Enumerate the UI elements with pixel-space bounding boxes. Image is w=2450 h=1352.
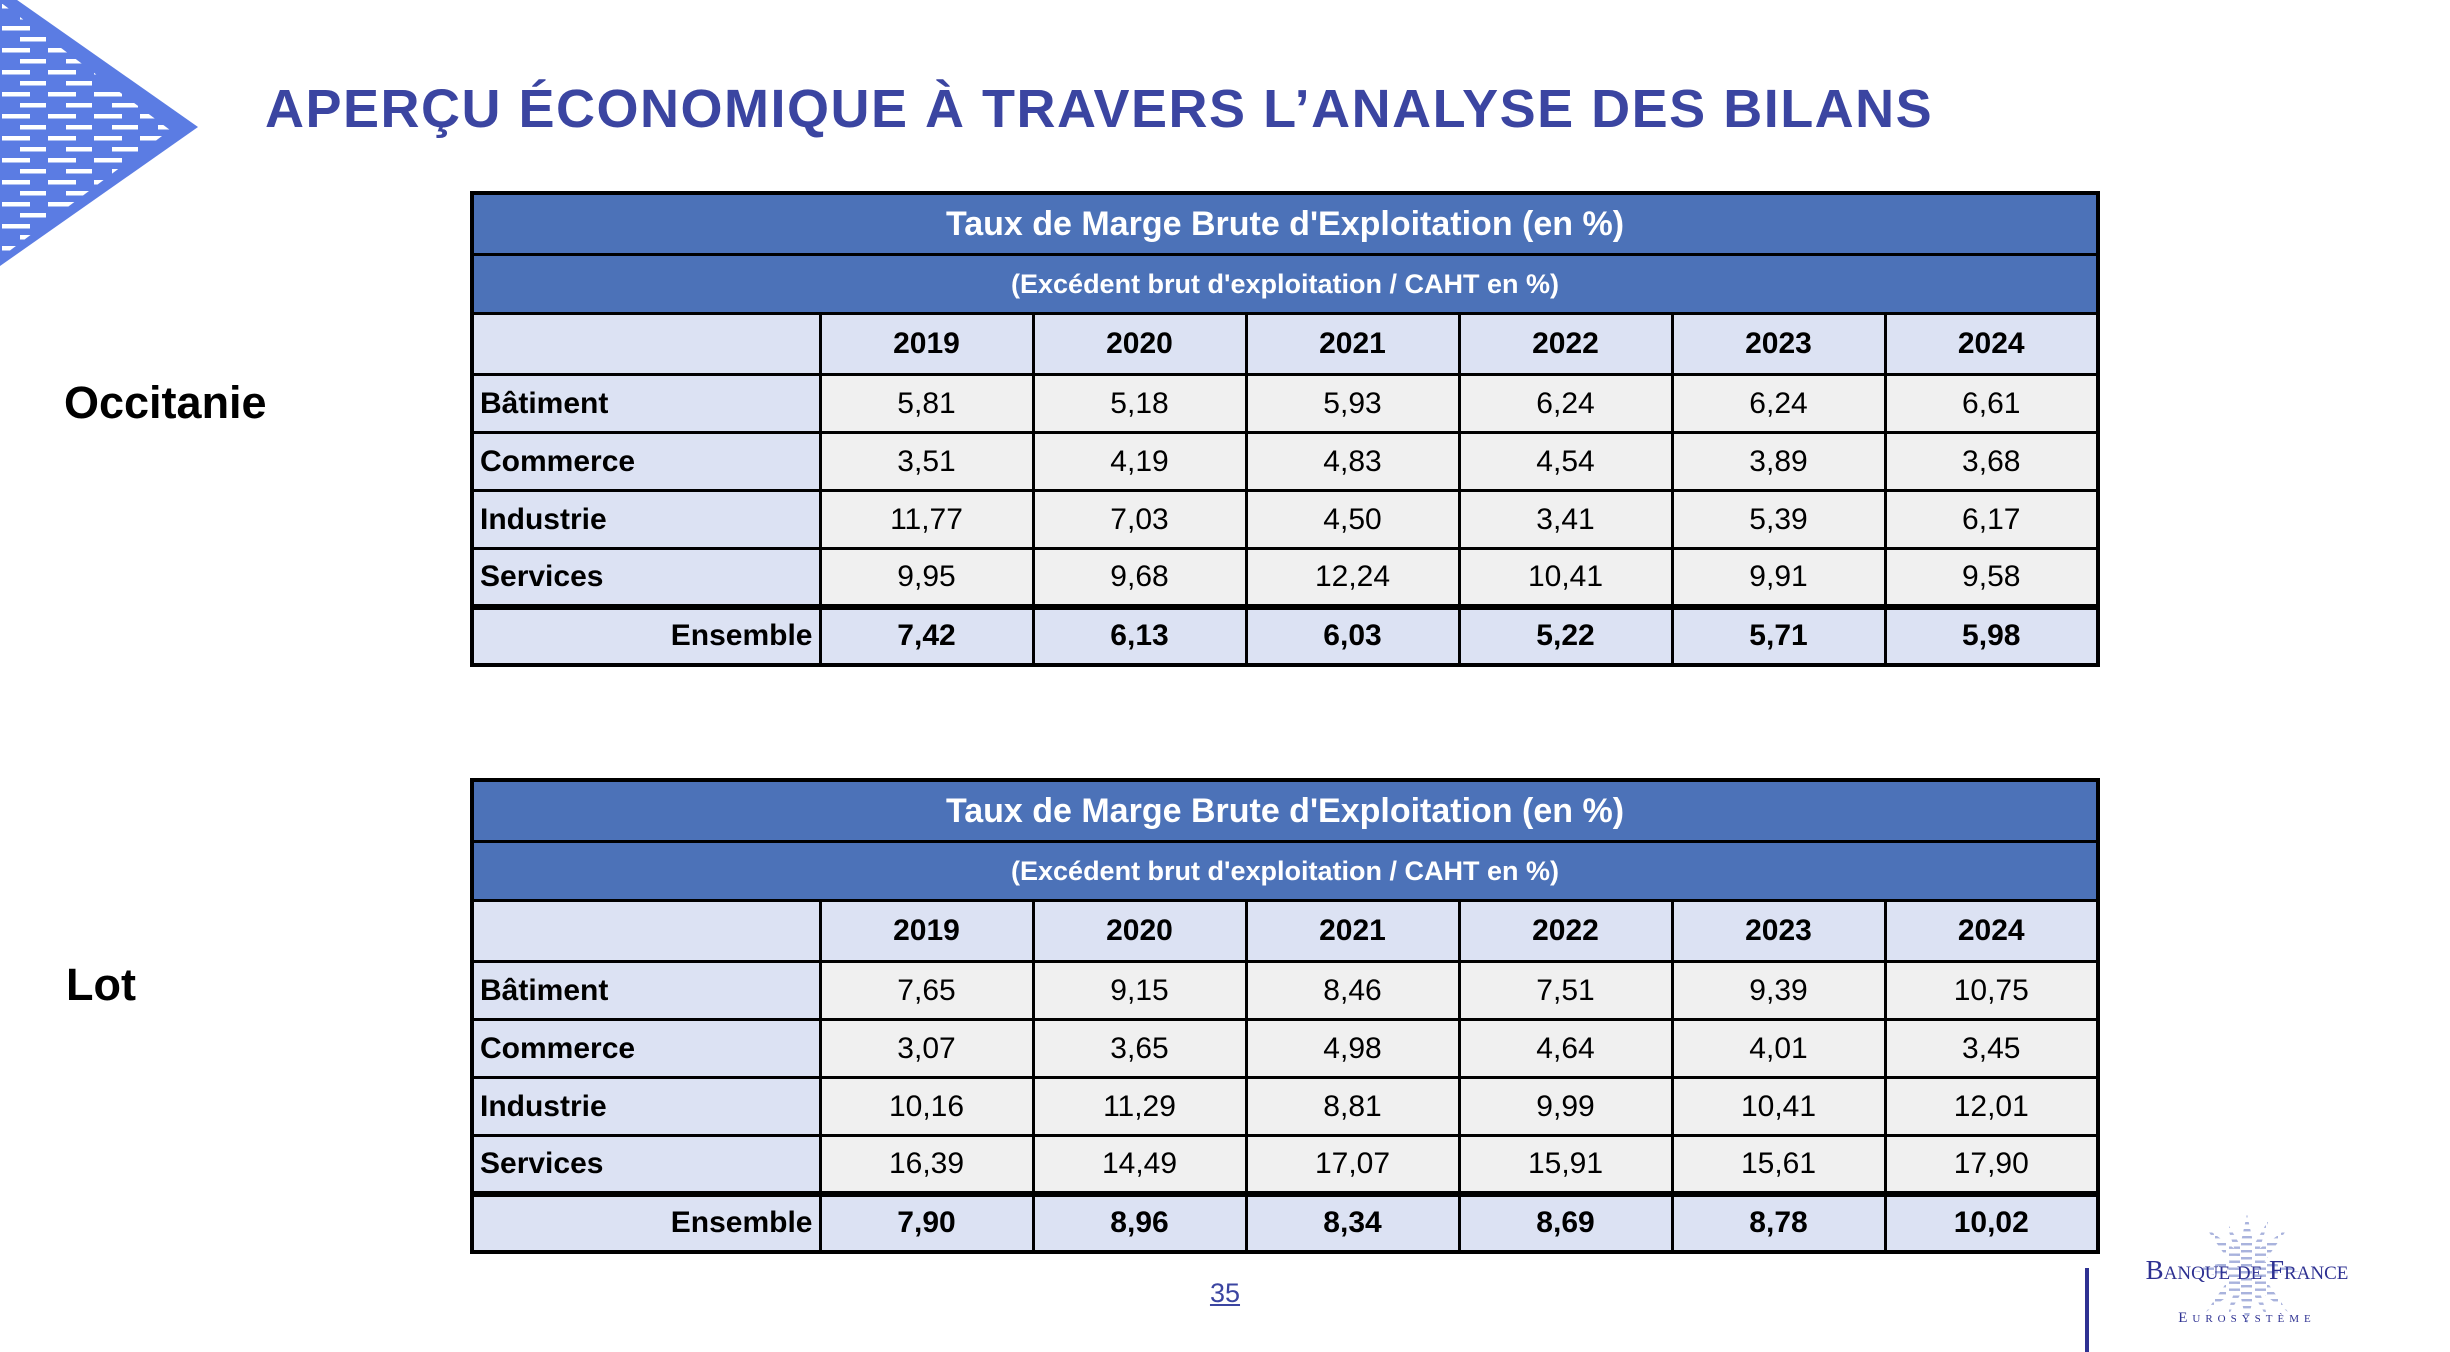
value-cell: 6,24: [1672, 375, 1885, 433]
year-header-cell: 2021: [1246, 314, 1459, 375]
value-cell: 15,61: [1672, 1136, 1885, 1194]
region-label-lot: Lot: [66, 959, 136, 1010]
ensemble-value-cell: 8,78: [1672, 1194, 1885, 1252]
ensemble-value-cell: 8,69: [1459, 1194, 1672, 1252]
value-cell: 10,75: [1885, 962, 2098, 1020]
year-header-cell: 2024: [1885, 314, 2098, 375]
value-cell: 12,01: [1885, 1078, 2098, 1136]
table-row: [472, 1136, 2098, 1194]
value-cell: 6,24: [1459, 375, 1672, 433]
value-cell: 9,68: [1033, 549, 1246, 607]
value-cell: 4,01: [1672, 1020, 1885, 1078]
table-title-cell: Taux de Marge Brute d'Exploitation (en %): [472, 193, 2098, 255]
value-cell: 10,41: [1459, 549, 1672, 607]
year-header-cell: 2019: [820, 314, 1033, 375]
region-label-occitanie: Occitanie: [64, 377, 267, 428]
ensemble-value-cell: 6,13: [1033, 607, 1246, 665]
table-row: [472, 433, 2098, 491]
blank-corner-cell: [472, 901, 820, 962]
table-row: [472, 314, 2098, 375]
value-cell: 4,64: [1459, 1020, 1672, 1078]
table-row: [472, 549, 2098, 607]
value-cell: 4,19: [1033, 433, 1246, 491]
page-number: [0, 1278, 2450, 1309]
sector-label-cell: Bâtiment: [472, 375, 820, 433]
year-header-cell: 2020: [1033, 901, 1246, 962]
value-cell: 17,07: [1246, 1136, 1459, 1194]
page-title: APERÇU ÉCONOMIQUE À TRAVERS L’ANALYSE DES BILANS: [265, 79, 1934, 139]
table-subtitle-cell: (Excédent brut d'exploitation / CAHT en %): [472, 842, 2098, 901]
value-cell: 3,41: [1459, 491, 1672, 549]
banque-de-france-logo: [2142, 1256, 2352, 1327]
ensemble-value-cell: 10,02: [1885, 1194, 2098, 1252]
value-cell: 9,99: [1459, 1078, 1672, 1136]
table-row: [472, 780, 2098, 842]
value-cell: 9,91: [1672, 549, 1885, 607]
table-row: [472, 255, 2098, 314]
ensemble-value-cell: 8,34: [1246, 1194, 1459, 1252]
value-cell: 7,03: [1033, 491, 1246, 549]
table-lot: [470, 778, 2100, 1254]
footer-divider-line: [2085, 1268, 2089, 1352]
table-row: [472, 193, 2098, 255]
value-cell: 3,07: [820, 1020, 1033, 1078]
value-cell: 4,83: [1246, 433, 1459, 491]
table-subtitle-cell: (Excédent brut d'exploitation / CAHT en %): [472, 255, 2098, 314]
value-cell: 9,95: [820, 549, 1033, 607]
ensemble-label-cell: Ensemble: [472, 607, 820, 665]
value-cell: 4,54: [1459, 433, 1672, 491]
ensemble-value-cell: 7,90: [820, 1194, 1033, 1252]
margin-rate-table-occitanie: [470, 191, 2100, 667]
value-cell: 5,18: [1033, 375, 1246, 433]
value-cell: 11,29: [1033, 1078, 1246, 1136]
page-number-link[interactable]: 35: [1209, 1278, 1241, 1308]
value-cell: 7,51: [1459, 962, 1672, 1020]
sector-label-cell: Services: [472, 549, 820, 607]
table-row: [472, 901, 2098, 962]
value-cell: 11,77: [820, 491, 1033, 549]
table-row: [472, 962, 2098, 1020]
value-cell: 5,93: [1246, 375, 1459, 433]
year-header-cell: 2023: [1672, 314, 1885, 375]
value-cell: 15,91: [1459, 1136, 1672, 1194]
value-cell: 17,90: [1885, 1136, 2098, 1194]
ensemble-value-cell: 5,22: [1459, 607, 1672, 665]
value-cell: 3,45: [1885, 1020, 2098, 1078]
value-cell: 3,68: [1885, 433, 2098, 491]
year-header-cell: 2023: [1672, 901, 1885, 962]
year-header-cell: 2019: [820, 901, 1033, 962]
value-cell: 4,98: [1246, 1020, 1459, 1078]
year-header-cell: 2024: [1885, 901, 2098, 962]
value-cell: 3,51: [820, 433, 1033, 491]
banque-de-france-wordmark: Banque de France: [2145, 1255, 2349, 1285]
sector-label-cell: Commerce: [472, 1020, 820, 1078]
table-row: [472, 1194, 2098, 1252]
table-occitanie: [470, 191, 2100, 667]
corner-arrow-logo: [0, 0, 210, 300]
table-row: [472, 491, 2098, 549]
value-cell: 3,89: [1672, 433, 1885, 491]
value-cell: 8,46: [1246, 962, 1459, 1020]
value-cell: 16,39: [820, 1136, 1033, 1194]
sector-label-cell: Industrie: [472, 1078, 820, 1136]
table-row: [472, 375, 2098, 433]
ensemble-label-cell: Ensemble: [472, 1194, 820, 1252]
value-cell: 8,81: [1246, 1078, 1459, 1136]
value-cell: 6,61: [1885, 375, 2098, 433]
year-header-cell: 2020: [1033, 314, 1246, 375]
sector-label-cell: Services: [472, 1136, 820, 1194]
sector-label-cell: Commerce: [472, 433, 820, 491]
year-header-cell: 2022: [1459, 314, 1672, 375]
table-row: [472, 1078, 2098, 1136]
value-cell: 7,65: [820, 962, 1033, 1020]
table-row: [472, 1020, 2098, 1078]
value-cell: 4,50: [1246, 491, 1459, 549]
value-cell: 5,39: [1672, 491, 1885, 549]
year-header-cell: 2021: [1246, 901, 1459, 962]
margin-rate-table-lot: [470, 778, 2100, 1254]
value-cell: 10,41: [1672, 1078, 1885, 1136]
ensemble-value-cell: 5,98: [1885, 607, 2098, 665]
value-cell: 10,16: [820, 1078, 1033, 1136]
value-cell: 9,58: [1885, 549, 2098, 607]
ensemble-value-cell: 5,71: [1672, 607, 1885, 665]
sector-label-cell: Industrie: [472, 491, 820, 549]
blank-corner-cell: [472, 314, 820, 375]
value-cell: 9,15: [1033, 962, 1246, 1020]
value-cell: 9,39: [1672, 962, 1885, 1020]
sector-label-cell: Bâtiment: [472, 962, 820, 1020]
ensemble-value-cell: 6,03: [1246, 607, 1459, 665]
value-cell: 3,65: [1033, 1020, 1246, 1078]
ensemble-value-cell: 8,96: [1033, 1194, 1246, 1252]
ensemble-value-cell: 7,42: [820, 607, 1033, 665]
value-cell: 6,17: [1885, 491, 2098, 549]
value-cell: 5,81: [820, 375, 1033, 433]
value-cell: 14,49: [1033, 1136, 1246, 1194]
table-title-cell: Taux de Marge Brute d'Exploitation (en %): [472, 780, 2098, 842]
table-row: [472, 842, 2098, 901]
value-cell: 12,24: [1246, 549, 1459, 607]
year-header-cell: 2022: [1459, 901, 1672, 962]
table-row: [472, 607, 2098, 665]
eurosysteme-wordmark: Eurosystème: [2178, 1309, 2316, 1326]
